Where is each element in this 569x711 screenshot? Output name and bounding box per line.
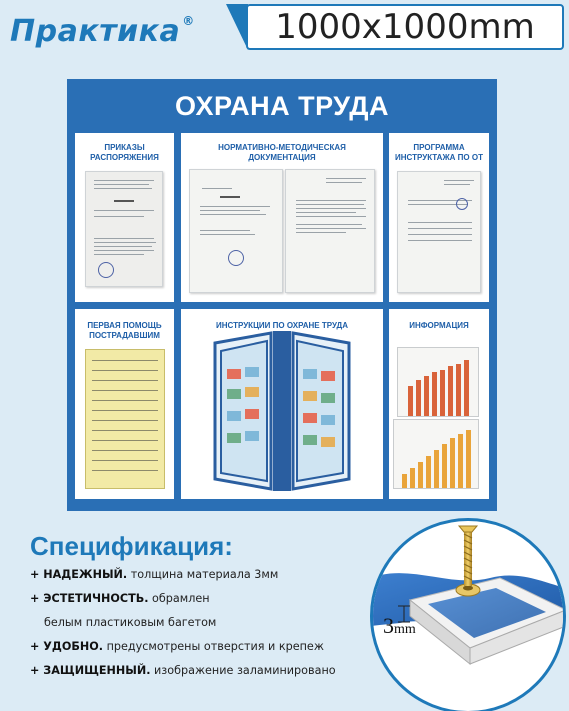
spec-item-bold: + ЗАЩИЩЕННЫЙ.	[30, 664, 151, 677]
document-sheet	[85, 171, 163, 287]
safety-board	[67, 79, 497, 511]
spec-item	[30, 664, 336, 677]
spec-item-text: толщина материала 3мм	[127, 568, 279, 581]
header	[0, 0, 569, 58]
spec-item-text: белым пластиковым багетом	[44, 616, 217, 629]
stamp-icon	[456, 198, 468, 210]
spec-item-text: изображение заламинировано	[150, 664, 336, 677]
document-sheet	[285, 169, 375, 293]
document-sheet	[189, 169, 283, 293]
panel-orders	[75, 133, 174, 302]
panel-title: ПРИКАЗЫ РАСПОРЯЖЕНИЯ	[90, 143, 159, 162]
panel-instructions	[181, 309, 383, 499]
panel-title: ИНСТРУКЦИИ ПО ОХРАНЕ ТРУДА	[215, 321, 348, 330]
info-sheet-back	[397, 347, 479, 417]
spec-item-bold: + НАДЕЖНЫЙ.	[30, 568, 128, 581]
panel-title: ПРОГРАММА ИНСТРУКТАЖА ПО ОТ	[395, 143, 483, 162]
panel-regulatory	[181, 133, 383, 302]
thickness-value: 3	[383, 613, 394, 638]
panel-title: ИНФОРМАЦИЯ	[409, 321, 469, 330]
first-aid-sheet	[85, 349, 165, 489]
binder-pockets	[207, 329, 357, 493]
panel-first-aid	[75, 309, 174, 499]
registered-mark: ®	[182, 14, 195, 28]
spec-item	[30, 568, 278, 581]
spec-item-bold: + УДОБНО.	[30, 640, 104, 653]
stamp-icon	[98, 262, 114, 278]
spec-item	[44, 616, 216, 629]
brand-name: Практика	[10, 14, 181, 49]
size-box-accent	[226, 4, 248, 50]
spec-item-text: предусмотрены отверстия и крепеж	[103, 640, 324, 653]
spec-title: Спецификация:	[30, 531, 233, 561]
panel-program	[389, 133, 489, 302]
mounting-detail	[370, 518, 566, 711]
brand-logo	[10, 14, 195, 49]
spec-item	[30, 640, 324, 653]
thickness-unit: mm	[394, 622, 416, 637]
document-sheet	[397, 171, 481, 293]
thickness-label	[383, 613, 416, 639]
panel-information	[389, 309, 489, 499]
panel-title: ПЕРВАЯ ПОМОЩЬ ПОСТРАДАВШИМ	[87, 321, 162, 340]
size-label: 1000x1000mm	[246, 4, 564, 50]
info-sheet-front	[393, 419, 479, 489]
stamp-icon	[228, 250, 244, 266]
panel-title: НОРМАТИВНО-МЕТОДИЧЕСКАЯ ДОКУМЕНТАЦИЯ	[218, 143, 346, 162]
board-title: ОХРАНА ТРУДА	[175, 91, 389, 121]
spec-item	[30, 592, 210, 605]
spec-item-bold: + ЭСТЕТИЧНОСТЬ.	[30, 592, 149, 605]
spec-item-text: обрамлен	[148, 592, 210, 605]
